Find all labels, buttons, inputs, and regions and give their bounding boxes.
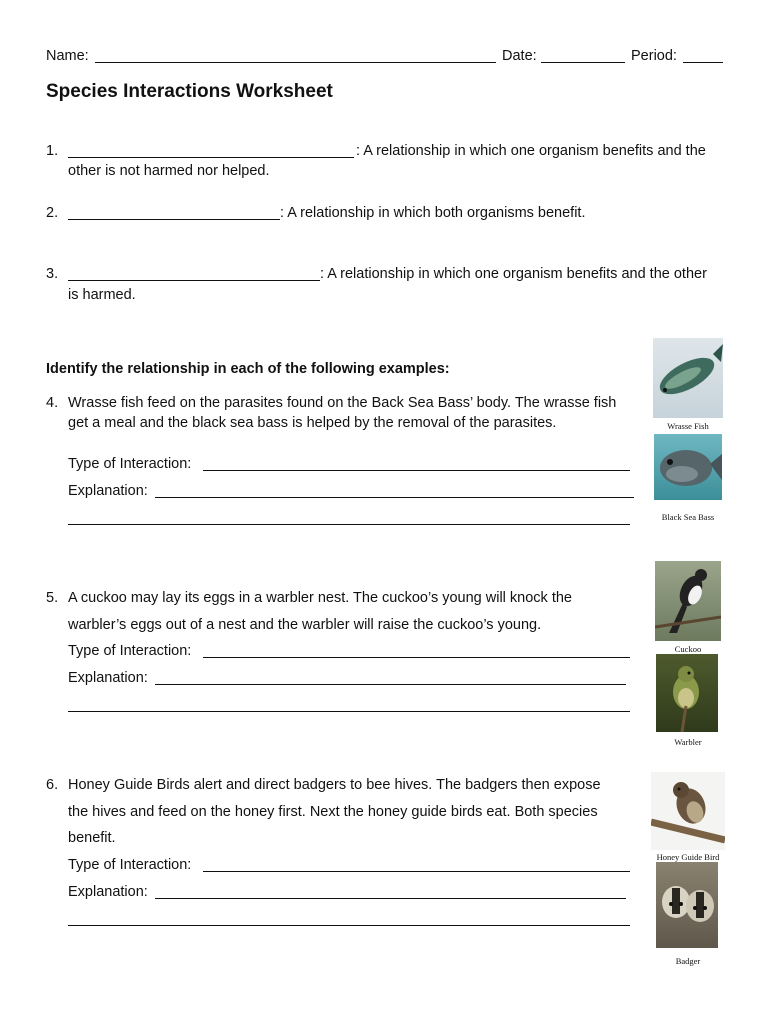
example-text: warbler’s eggs out of a nest and the warbler will raise the cuckoo’s young. bbox=[68, 617, 542, 633]
type-answer-line[interactable] bbox=[203, 871, 630, 872]
black-sea-bass-image bbox=[654, 434, 722, 500]
type-answer-line[interactable] bbox=[203, 657, 630, 658]
instructions: Identify the relationship in each of the following examples: bbox=[46, 361, 450, 377]
explanation-answer-line[interactable] bbox=[155, 898, 626, 899]
image-caption: Cuckoo bbox=[674, 644, 702, 654]
type-label: Type of Interaction: bbox=[68, 857, 192, 873]
example-text: the hives and feed on the honey first. Next the honey guide birds eat. Both species bbox=[68, 804, 598, 820]
definition-text: other is not harmed nor helped. bbox=[68, 163, 270, 179]
definition-text: : A relationship in which one organism benefits and the other bbox=[320, 266, 707, 282]
image-caption: Badger bbox=[675, 956, 701, 966]
badger-image bbox=[656, 862, 718, 948]
example-text: Honey Guide Birds alert and direct badgers to bee hives. The badgers then expose bbox=[68, 777, 601, 793]
example-text: benefit. bbox=[68, 830, 116, 846]
wrasse-fish-image bbox=[653, 338, 723, 418]
definition-text: : A relationship in which one organism benefits and the bbox=[356, 143, 706, 159]
definition-number: 3. bbox=[46, 266, 59, 282]
image-caption: Warbler bbox=[674, 737, 702, 747]
example-text: get a meal and the black sea bass is helped by the removal of the parasites. bbox=[68, 415, 557, 431]
image-caption: Wrasse Fish bbox=[667, 421, 709, 431]
image-caption: Honey Guide Bird bbox=[656, 852, 720, 862]
date-field[interactable] bbox=[541, 62, 625, 63]
definition-blank-1[interactable] bbox=[68, 157, 354, 158]
explanation-answer-line[interactable] bbox=[68, 524, 630, 525]
definition-text: is harmed. bbox=[68, 287, 136, 303]
type-label: Type of Interaction: bbox=[68, 456, 192, 472]
example-number: 4. bbox=[46, 395, 59, 411]
definition-blank-2[interactable] bbox=[68, 219, 280, 220]
definition-number: 1. bbox=[46, 143, 59, 159]
explanation-answer-line[interactable] bbox=[155, 684, 626, 685]
explanation-label: Explanation: bbox=[68, 670, 148, 686]
period-field[interactable] bbox=[683, 62, 723, 63]
date-label: Date: bbox=[502, 48, 537, 64]
type-label: Type of Interaction: bbox=[68, 643, 192, 659]
definition-text: : A relationship in which both organisms benefit. bbox=[280, 205, 586, 221]
example-number: 5. bbox=[46, 590, 59, 606]
type-answer-line[interactable] bbox=[203, 470, 630, 471]
definition-number: 2. bbox=[46, 205, 59, 221]
explanation-answer-line[interactable] bbox=[155, 497, 634, 498]
explanation-label: Explanation: bbox=[68, 884, 148, 900]
explanation-answer-line[interactable] bbox=[68, 711, 630, 712]
name-field[interactable] bbox=[95, 62, 496, 63]
image-caption: Black Sea Bass bbox=[661, 512, 715, 522]
period-label: Period: bbox=[631, 48, 677, 64]
explanation-label: Explanation: bbox=[68, 483, 148, 499]
cuckoo-image bbox=[655, 561, 721, 641]
name-label: Name: bbox=[46, 48, 89, 64]
warbler-image bbox=[656, 654, 718, 732]
example-text: Wrasse fish feed on the parasites found on the Back Sea Bass’ body. The wrasse fish bbox=[68, 395, 617, 411]
example-text: A cuckoo may lay its eggs in a warbler nest. The cuckoo’s young will knock the bbox=[68, 590, 572, 606]
explanation-answer-line[interactable] bbox=[68, 925, 630, 926]
definition-blank-3[interactable] bbox=[68, 280, 320, 281]
page-title: Species Interactions Worksheet bbox=[46, 81, 333, 102]
honey-guide-bird-image bbox=[651, 772, 725, 850]
example-number: 6. bbox=[46, 777, 59, 793]
